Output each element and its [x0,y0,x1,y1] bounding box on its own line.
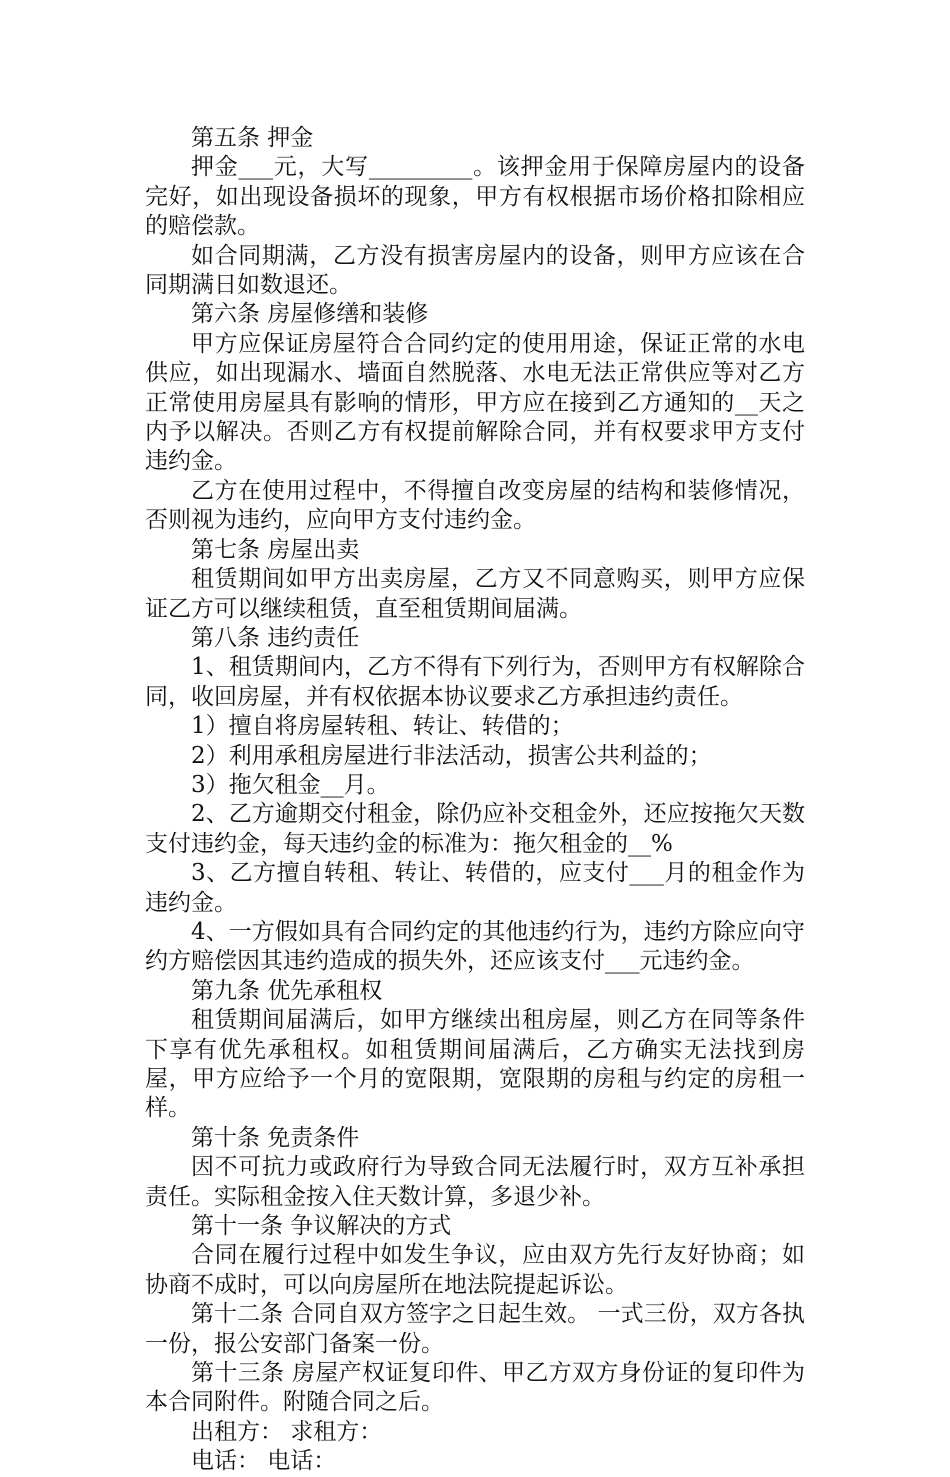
priority-lease-paragraph: 租赁期间届满后，如甲方继续出租房屋，则乙方在同等条件下享有优先承租权。如租赁期间届满后，乙方确实无法找到房屋，甲方应给予一个月的宽限期，宽限期的房租与约定的房租一样。 [145,1007,805,1122]
article-12-paragraph: 第十二条 合同自双方签字之日起生效。 一式三份，双方各执一份，报公安部门备案一份。 [145,1301,805,1357]
breach-item-3: 3）拖欠租金__月。 [191,771,390,798]
breach-item-1: 1）擅自将房屋转租、转让、转借的； [191,713,574,740]
contract-body [145,124,805,1477]
breach-clause-4: 4、一方假如具有合同约定的其他违约行为，违约方除应向守约方赔偿因其违约造成的损失外，还应该支付___元违约金。 [145,918,805,975]
deposit-refund-paragraph: 如合同期满，乙方没有损害房屋内的设备，则甲方应该在合同期满日如数退还。 [145,242,805,299]
article-5-heading: 第五条 押金 [191,125,314,151]
renovation-paragraph: 乙方在使用过程中，不得擅自改变房屋的结构和装修情况，否则视为违约，应向甲方支付违约金。 [145,477,805,534]
sale-paragraph: 租赁期间如甲方出卖房屋，乙方又不同意购买，则甲方应保证乙方可以继续租赁，直至租赁期间届满。 [145,566,805,622]
article-7-heading: 第七条 房屋出卖 [191,536,360,563]
dispute-paragraph: 合同在履行过程中如发生争议，应由双方先行友好协商；如协商不成时，可以向房屋所在地法院提起诉讼。 [145,1242,805,1298]
breach-clause-1: 1、租赁期间内，乙方不得有下列行为，否则甲方有权解除合同，收回房屋，并有权依据本协议要求乙方承担违约责任。 [145,654,805,710]
article-8-heading: 第八条 违约责任 [191,624,360,651]
article-11-heading: 第十一条 争议解决的方式 [191,1213,452,1240]
phone-line: 电话： 电话： [191,1448,337,1475]
signature-parties-line: 出租方： 求租方： [191,1418,383,1445]
breach-clause-2: 2、乙方逾期交付租金，除仍应补交租金外，还应按拖欠天数支付违约金，每天违约金的标准为：拖欠租金的__% [145,801,805,857]
deposit-paragraph: 押金___元，大写_________。该押金用于保障房屋内的设备完好，如出现设备损坏的现象，甲方有权根据市场价格扣除相应的赔偿款。 [145,154,805,240]
breach-item-2: 2）利用承租房屋进行非法活动，损害公共利益的； [191,742,712,769]
breach-clause-3: 3、乙方擅自转租、转让、转借的，应支付___月的租金作为违约金。 [145,860,805,916]
article-6-heading: 第六条 房屋修缮和装修 [191,301,429,328]
article-10-heading: 第十条 免责条件 [191,1124,360,1151]
exemption-paragraph: 因不可抗力或政府行为导致合同无法履行时，双方互补承担责任。实际租金按入住天数计算，多退少补。 [145,1154,805,1210]
article-9-heading: 第九条 优先承租权 [191,977,383,1004]
repair-paragraph: 甲方应保证房屋符合合同约定的使用用途，保证正常的水电供应，如出现漏水、墙面自然脱落、水电无法正常供应等对乙方正常使用房屋具有影响的情形，甲方应在接到乙方通知的__天之内予以解决。否则乙方有权提前解除合同，并有权要求甲方支付违约金。 [145,330,805,475]
article-13-paragraph: 第十三条 房屋产权证复印件、甲乙方双方身份证的复印件为本合同附件。附随合同之后。 [145,1360,805,1416]
